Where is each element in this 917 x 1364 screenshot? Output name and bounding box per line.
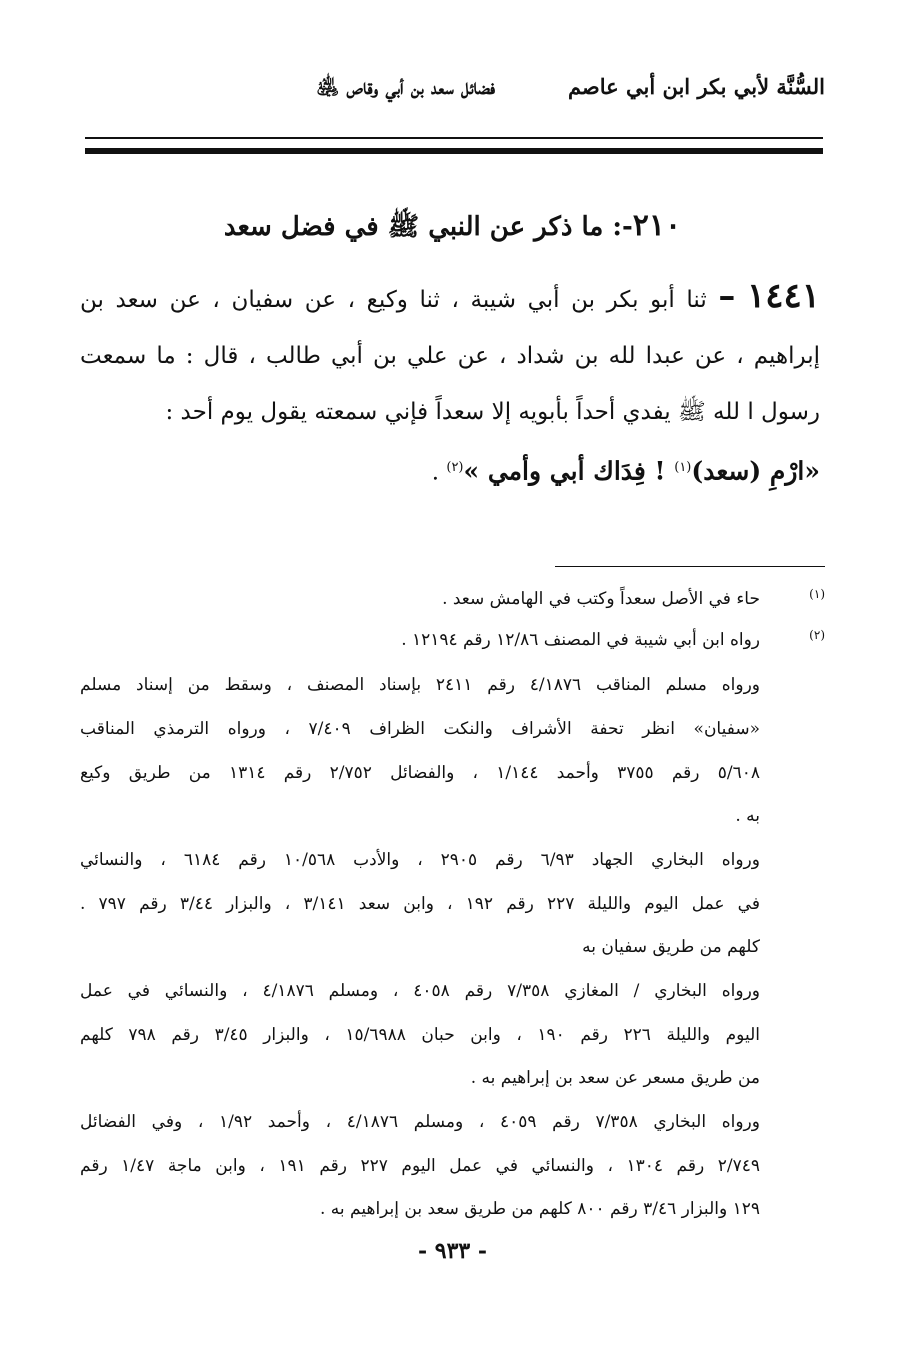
page-number: - ٩٣٣ - — [417, 1238, 488, 1264]
footnote-line: ورواه مسلم المناقب ٤/١٨٧٦ رقم ٢٤١١ بإسناد المصنف ، وسقط من إسناد مسلم — [80, 675, 760, 695]
footnote-mark: (٢) — [809, 628, 825, 642]
header-rule-thin — [85, 137, 823, 139]
footnote-line: اليوم والليلة ٢٢٦ رقم ١٩٠ ، وابن حبان ١٥/٦٩٨٨ ، والبزار ٣/٤٥ رقم ٧٩٨ كلهم — [80, 1025, 760, 1045]
footnote-line: ٥/٦٠٨ رقم ٣٧٥٥ وأحمد ١/١٤٤ ، والفضائل ٢/٧٥٢ رقم ١٣١٤ من طريق وكيع — [80, 763, 760, 783]
chapter-heading — [80, 208, 825, 248]
header-book-title: السُّنَّة لأبي بكر ابن أبي عاصم — [567, 74, 825, 99]
hadith-dash: – — [718, 276, 736, 316]
hadith-quote-part-a: «ارْمِ (سعد) — [691, 456, 820, 486]
header-section-title: فضائل سعد بن أبي وقاص ﵁ — [316, 74, 495, 99]
footnote-line: ورواه البخاري ٧/٣٥٨ رقم ٤٠٥٩ ، ومسلم ٤/١٨٧٦ ، وأحمد ١/٩٢ ، وفي الفضائل — [80, 1112, 760, 1132]
hadith-quote-part-b: ! فِدَاك أبي وأمي » — [463, 456, 675, 486]
footnote-line: ورواه البخاري الجهاد ٦/٩٣ رقم ٢٩٠٥ ، والأدب ١٠/٥٦٨ رقم ٦١٨٤ ، والنسائي — [80, 850, 760, 870]
hadith-text-block — [80, 268, 820, 501]
chapter-title: -: ما ذكر عن النبي ﷺ في فضل سعد — [223, 212, 633, 242]
hadith-body: ثنا أبو بكر بن أبي شيبة ، ثنا وكيع ، عن سفيان ، عن سعد بن إبراهيم ، عن عبدا لله بن شداد ، عن علي بن أبي طالب ، قال : ما سمعت رسول ا لله ﷺ يفدي أحداً بأبويه إلا سعداً فإني سمعته يقول يوم أحد : — [80, 287, 820, 425]
footnote-line: «سفيان» انظر تحفة الأشراف والنكت الظراف ٧/٤٠٩ ، ورواه الترمذي المناقب — [80, 719, 760, 739]
footnote-line: من طريق مسعر عن سعد بن إبراهيم به . — [470, 1068, 760, 1088]
chapter-number: ٢١٠ — [632, 208, 682, 243]
footnote-line: ورواه البخاري / المغازي ٧/٣٥٨ رقم ٤٠٥٨ ، ومسلم ٤/١٨٧٦ ، والنسائي في عمل — [80, 981, 760, 1001]
footnote-line: حاء في الأصل سعداً وكتب في الهامش سعد . — [442, 589, 760, 609]
footnote-line: في عمل اليوم والليلة ٢٢٧ رقم ١٩٢ ، وابن سعد ٣/١٤١ ، والبزار ٣/٤٤ رقم ٧٩٧ . — [80, 894, 760, 914]
footnote-line: ١٢٩ والبزار ٣/٤٦ رقم ٨٠٠ كلهم من طريق سعد بن إبراهيم به . — [319, 1199, 760, 1219]
hadith-number: ١٤٤١ — [746, 276, 820, 316]
header-rule-thick — [85, 148, 823, 154]
footnote-line: ٢/٧٤٩ رقم ١٣٠٤ ، والنسائي في عمل اليوم ٢٢٧ رقم ١٩١ ، وابن ماجة ١/٤٧ رقم — [80, 1156, 760, 1176]
footnote-line: كلهم من طريق سفيان به — [582, 937, 760, 957]
footnote-line: به . — [735, 806, 760, 826]
footnote-mark: (١) — [809, 587, 825, 601]
footnote-ref-2: (٢) — [446, 460, 464, 475]
running-header — [80, 70, 825, 110]
footnote-ref-1: (١) — [674, 460, 692, 475]
hadith-end: . — [431, 459, 447, 486]
footnote-separator — [555, 566, 825, 567]
footnote-line: رواه ابن أبي شيبة في المصنف ١٢/٨٦ رقم ١٢١٩٤ . — [401, 630, 760, 650]
